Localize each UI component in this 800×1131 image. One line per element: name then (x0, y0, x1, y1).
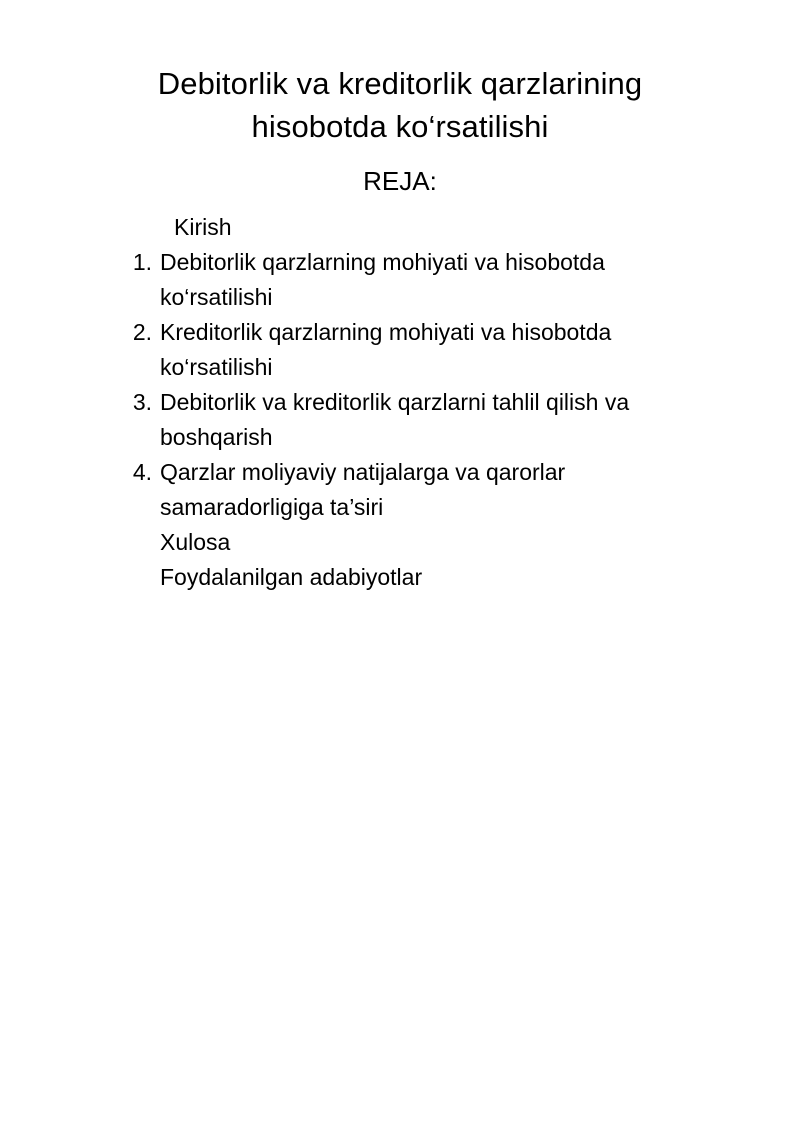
list-item-label: Xulosa (160, 529, 231, 555)
list-item-marker: 4. (132, 459, 152, 485)
list-item-marker: 3. (132, 389, 152, 415)
list-item (0, 385, 800, 455)
list-item-marker: 2. (132, 319, 152, 345)
list-item (0, 315, 800, 385)
list-item (0, 245, 800, 315)
list-item-label: Foydalanilgan adabiyotlar (160, 564, 423, 590)
list-item-label: Kirish (174, 214, 232, 240)
list-item-label: Kreditorlik qarzlarning mohiyati va hisobotda ko‘rsatilishi (160, 319, 612, 380)
list-item-marker: 1. (132, 249, 152, 275)
list-item-label: Qarzlar moliyaviy natijalarga va qarorlar samaradorligiga ta’siri (160, 459, 566, 520)
list-item (0, 560, 800, 595)
list-item-label: Debitorlik qarzlarning mohiyati va hisobotda ko‘rsatilishi (160, 249, 605, 310)
list-item-label: Debitorlik va kreditorlik qarzlarni tahlil qilish va boshqarish (160, 389, 630, 450)
document-body (0, 62, 800, 595)
page-title: Debitorlik va kreditorlik qarzlarining hisobotda ko‘rsatilishi (157, 66, 643, 144)
list-item (0, 455, 800, 525)
outline-list (0, 210, 800, 595)
section-heading: REJA: (363, 166, 437, 196)
list-item (0, 210, 800, 245)
list-item (0, 525, 800, 560)
